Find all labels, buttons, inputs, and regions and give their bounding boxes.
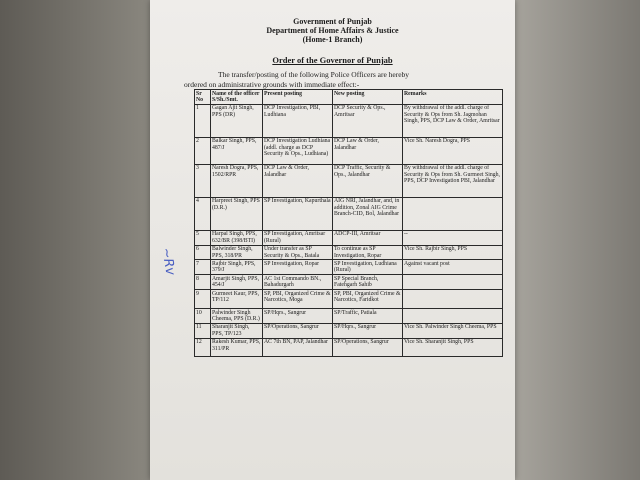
cell-remarks: By withdrawal of the addl. charge of Security & Ops from Sh. Gurmeet Singh, PPS, DCP Investigation PBI, Jalandhar — [403, 164, 503, 197]
cell-sr: 10 — [195, 309, 211, 324]
cell-present-posting: SP, PBI, Organized Crime & Narcotics, Moga — [263, 290, 333, 309]
background-left — [0, 0, 150, 480]
cell-present-posting: SP/Hqrs., Sangrur — [263, 309, 333, 324]
cell-present-posting: Under transfer as SP Security & Ops., Batala — [263, 245, 333, 260]
table-body — [195, 104, 503, 356]
document-page — [150, 0, 515, 480]
table-row — [195, 197, 503, 230]
cell-present-posting: SP Investigation, Kapurthala — [263, 197, 333, 230]
cell-present-posting: DCP Investigation, PBI, Ludhiana — [263, 104, 333, 137]
cell-officer-name: Gurmeet Kaur, PPS, TP/112 — [211, 290, 263, 309]
cell-officer-name: Harpal Singh, PPS, 632/BR (398/BTI) — [211, 230, 263, 245]
cell-present-posting: DCP Law & Order, Jalandhar — [263, 164, 333, 197]
cell-new-posting: DCP Traffic, Security & Ops., Jalandhar — [333, 164, 403, 197]
cell-new-posting: AIG NRI, Jalandhar, and, in addition, Zonal AIG Crime Branch-CID, Bol, Jalandhar — [333, 197, 403, 230]
cell-remarks: -- — [403, 230, 503, 245]
header-government: Government of Punjab — [293, 17, 372, 26]
cell-officer-name: Palwinder Singh Cheema, PPS (D.R.) — [211, 309, 263, 324]
column-header-new-posting: New posting — [333, 90, 403, 105]
order-title: Order of the Governor of Punjab — [272, 55, 393, 65]
cell-present-posting: SP Investigation, Amritsar (Rural) — [263, 230, 333, 245]
cell-present-posting: DCP Investigation Ludhiana (addl. charge as DCP Security & Ops., Ludhiana) — [263, 137, 333, 164]
column-header-sr: Sr No — [195, 90, 211, 105]
cell-officer-name: Balkar Singh, PPS, 487/J — [211, 137, 263, 164]
cell-sr: 3 — [195, 164, 211, 197]
cell-sr: 9 — [195, 290, 211, 309]
cell-remarks: Against vacant post — [403, 260, 503, 275]
cell-remarks: By withdrawal of the addl. charge of Security & Ops from Sh. Jagmohan Singh, PPS, DCP Law & Order, Amritsar — [403, 104, 503, 137]
cell-new-posting: To continue as SP Investigation, Ropar — [333, 245, 403, 260]
cell-new-posting: ADCP-III, Amritsar — [333, 230, 403, 245]
order-paragraph-line2: ordered on administrative grounds with immediate effect:- — [184, 80, 360, 89]
cell-present-posting: SP/Operations, Sangrur — [263, 323, 333, 338]
table-row — [195, 290, 503, 309]
cell-new-posting: DCP Law & Order, Jalandhar — [333, 137, 403, 164]
table-row — [195, 338, 503, 356]
table-row — [195, 137, 503, 164]
column-header-present-posting: Present posting — [263, 90, 333, 105]
cell-sr: 1 — [195, 104, 211, 137]
cell-sr: 2 — [195, 137, 211, 164]
cell-officer-name: Naresh Dogra, PPS, 1502/RPR — [211, 164, 263, 197]
cell-remarks — [403, 197, 503, 230]
cell-new-posting: SP/Traffic, Patiala — [333, 309, 403, 324]
cell-new-posting: SP/Hqrs., Sangrur — [333, 323, 403, 338]
cell-officer-name: Harpreet Singh, PPS (D.R.) — [211, 197, 263, 230]
table-header-row — [195, 90, 503, 105]
cell-officer-name: Balwinder Singh, PPS, 318/PR — [211, 245, 263, 260]
table-row — [195, 164, 503, 197]
cell-sr: 5 — [195, 230, 211, 245]
cell-sr: 12 — [195, 338, 211, 356]
cell-new-posting: SP Special Branch, Fatehgarh Sahib — [333, 275, 403, 290]
column-header-name: Name of the officer S/Sh./Smt. — [211, 90, 263, 105]
order-paragraph-line1: The transfer/posting of the following Police Officers are hereby — [218, 70, 410, 79]
cell-remarks: Vice Sh. Sharanjit Singh, PPS — [403, 338, 503, 356]
cell-new-posting: SP/Operations, Sangrur — [333, 338, 403, 356]
cell-officer-name: Gagan Ajit Singh, PPS (DR) — [211, 104, 263, 137]
table-row — [195, 260, 503, 275]
cell-remarks: Vice Sh. Naresh Dogra, PPS — [403, 137, 503, 164]
table-row — [195, 104, 503, 137]
table-row — [195, 245, 503, 260]
cell-remarks — [403, 275, 503, 290]
table-row — [195, 323, 503, 338]
cell-remarks — [403, 309, 503, 324]
cell-officer-name: Sharanjit Singh, PPS, TP/123 — [211, 323, 263, 338]
cell-sr: 7 — [195, 260, 211, 275]
cell-sr: 8 — [195, 275, 211, 290]
header-department: Department of Home Affairs & Justice — [266, 26, 399, 35]
cell-sr: 11 — [195, 323, 211, 338]
column-header-remarks: Remarks — [403, 90, 503, 105]
cell-officer-name: Amarjit Singh, PPS, 454/J — [211, 275, 263, 290]
cell-sr: 4 — [195, 197, 211, 230]
cell-new-posting: SP Investigation, Ludhiana (Rural) — [333, 260, 403, 275]
cell-officer-name: Rajbir Singh, PPS, 379/J — [211, 260, 263, 275]
cell-remarks — [403, 290, 503, 309]
cell-remarks: Vice Sh. Rajbir Singh, PPS — [403, 245, 503, 260]
cell-new-posting: SP, PBI, Organized Crime & Narcotics, Faridkot — [333, 290, 403, 309]
cell-present-posting: AC 7th BN, PAP, Jalandhar — [263, 338, 333, 356]
cell-present-posting: AC 1st Commando BN., Bahadurgarh — [263, 275, 333, 290]
table-row — [195, 309, 503, 324]
background-right — [515, 0, 640, 480]
header-branch: (Home-1 Branch) — [302, 35, 363, 44]
cell-sr: 6 — [195, 245, 211, 260]
transfer-table — [194, 89, 503, 357]
table-row — [195, 275, 503, 290]
table-row — [195, 230, 503, 245]
handwritten-signature: ~Rv — [158, 246, 178, 277]
cell-new-posting: DCP Security & Ops., Amritsar — [333, 104, 403, 137]
cell-present-posting: SP Investigation, Ropar — [263, 260, 333, 275]
cell-officer-name: Rakesh Kumar, PPS, 311/PR — [211, 338, 263, 356]
cell-remarks: Vice Sh. Palwinder Singh Cheema, PPS — [403, 323, 503, 338]
